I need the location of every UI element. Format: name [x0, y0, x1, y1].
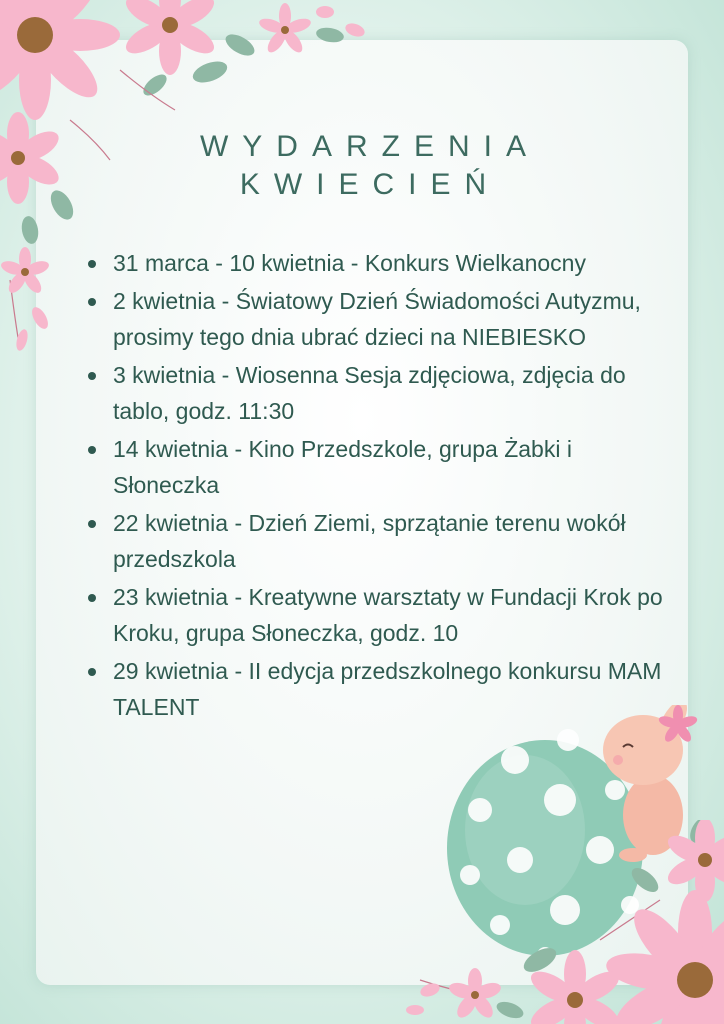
event-item: 31 marca - 10 kwietnia - Konkurs Wielkanocny	[86, 245, 666, 281]
event-item: 29 kwietnia - II edycja przedszkolnego konkursu MAM TALENT	[86, 653, 666, 725]
event-item: 22 kwietnia - Dzień Ziemi, sprzątanie terenu wokół przedszkola	[86, 505, 666, 577]
events-list	[86, 245, 666, 727]
event-item: 2 kwietnia - Światowy Dzień Świadomości Autyzmu, prosimy tego dnia ubrać dzieci na NIEBIESKO	[86, 283, 666, 355]
title-line-1: WYDARZENIA	[199, 130, 540, 164]
event-item: 14 kwietnia - Kino Przedszkole, grupa Żabki i Słoneczka	[86, 431, 666, 503]
event-item: 3 kwietnia - Wiosenna Sesja zdjęciowa, zdjęcia do tablo, godz. 11:30	[86, 357, 666, 429]
event-item: 23 kwietnia - Kreatywne warsztaty w Fundacji Krok po Kroku, grupa Słoneczka, godz. 10	[86, 579, 666, 651]
flower-cluster-bottom-right-icon	[400, 820, 724, 1024]
title-line-2: KWIECIEŃ	[239, 168, 501, 202]
